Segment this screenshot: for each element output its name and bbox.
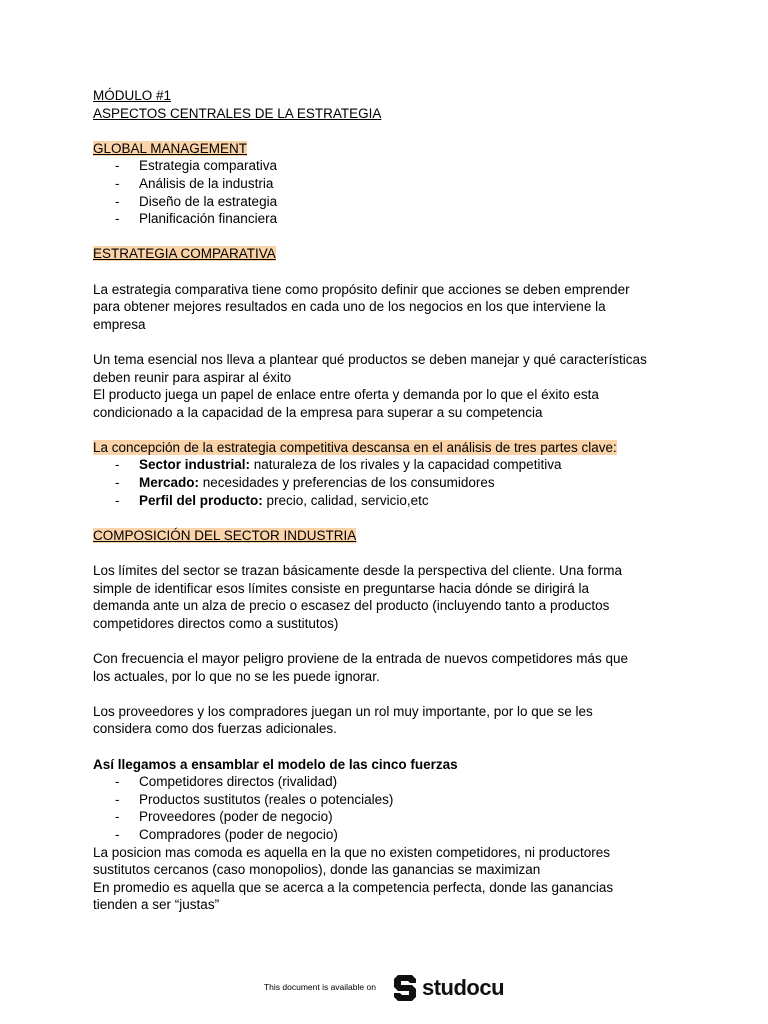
- module-subtitle: ASPECTOS CENTRALES DE LA ESTRATEGIA: [93, 105, 382, 121]
- list-item: - Mercado: necesidades y preferencias de los consumidores: [115, 475, 495, 491]
- list-item: - Estrategia comparativa: [115, 158, 278, 174]
- paragraph: La posicion mas comoda es aquella en la que no existen competidores, ni productores sustitutos cercanos (caso monopolios), donde las ganancias se maximizan En promedio es aquella que se acerca a la competencia perfecta, donde las ganancias tienden a ser “justas”: [93, 844, 614, 913]
- studocu-wordmark: studocu: [421, 975, 505, 1001]
- list-item: - Perfil del producto: precio, calidad, servicio,etc: [115, 492, 429, 508]
- section-heading-estrategia-comparativa: ESTRATEGIA COMPARATIVA: [93, 246, 276, 262]
- list-item: - Análisis de la industria: [115, 175, 274, 191]
- studocu-logo-icon: [392, 973, 418, 1003]
- paragraph: Los límites del sector se trazan básicamente desde la perspectiva del cliente. Una forma simple de identificar esos límites consiste en preguntarse hacia dónde se dirigirá la demanda ante un alza de precio o escasez del producto (incluyendo tanto a productos competidores directos como a sustitutos): [93, 563, 623, 631]
- availability-text: This document is available on: [263, 982, 376, 993]
- section-heading-global-management: GLOBAL MANAGEMENT: [93, 140, 248, 156]
- five-forces-list: [93, 773, 693, 843]
- list-item: - Diseño de la estrategia: [115, 193, 278, 209]
- paragraph: Un tema esencial nos lleva a plantear qué productos se deben manejar y qué características deben reunir para aspirar al éxito El producto juega un papel de enlace entre oferta y demanda por lo que el éxito esta condicionado a la capacidad de la empresa para superar a su competencia: [93, 351, 647, 420]
- key-parts-list: [93, 456, 693, 509]
- paragraph: La estrategia comparativa tiene como propósito definir que acciones se deben emprender para obtener mejores resultados en cada uno de los negocios en los que interviene la empresa: [93, 281, 630, 332]
- highlighted-statement: La concepción de la estrategia competitiva descansa en el análisis de tres partes clave:: [93, 439, 617, 455]
- list-item: - Proveedores (poder de negocio): [115, 809, 333, 825]
- module-title: MÓDULO #1: [93, 88, 172, 103]
- studocu-logo-link[interactable]: [392, 973, 504, 1003]
- list-item: - Planificación financiera: [115, 211, 278, 227]
- global-management-list: [93, 157, 693, 227]
- section-heading-composicion: COMPOSICIÓN DEL SECTOR INDUSTRIA: [93, 527, 357, 543]
- paragraph: Con frecuencia el mayor peligro proviene de la entrada de nuevos competidores más que los actuales, por lo que no se les puede ignorar.: [93, 651, 629, 684]
- paragraph: Los proveedores y los compradores juegan un rol muy importante, por lo que se les considera como dos fuerzas adicionales.: [93, 703, 593, 737]
- document-body: [93, 87, 693, 914]
- footer: [0, 970, 768, 1006]
- list-item: - Compradores (poder de negocio): [115, 826, 338, 842]
- bold-statement: Así llegamos a ensamblar el modelo de las cinco fuerzas: [93, 756, 458, 772]
- list-item: - Competidores directos (rivalidad): [115, 774, 338, 790]
- list-item: - Sector industrial: naturaleza de los rivales y la capacidad competitiva: [115, 457, 562, 473]
- list-item: - Productos sustitutos (reales o potenciales): [115, 791, 394, 807]
